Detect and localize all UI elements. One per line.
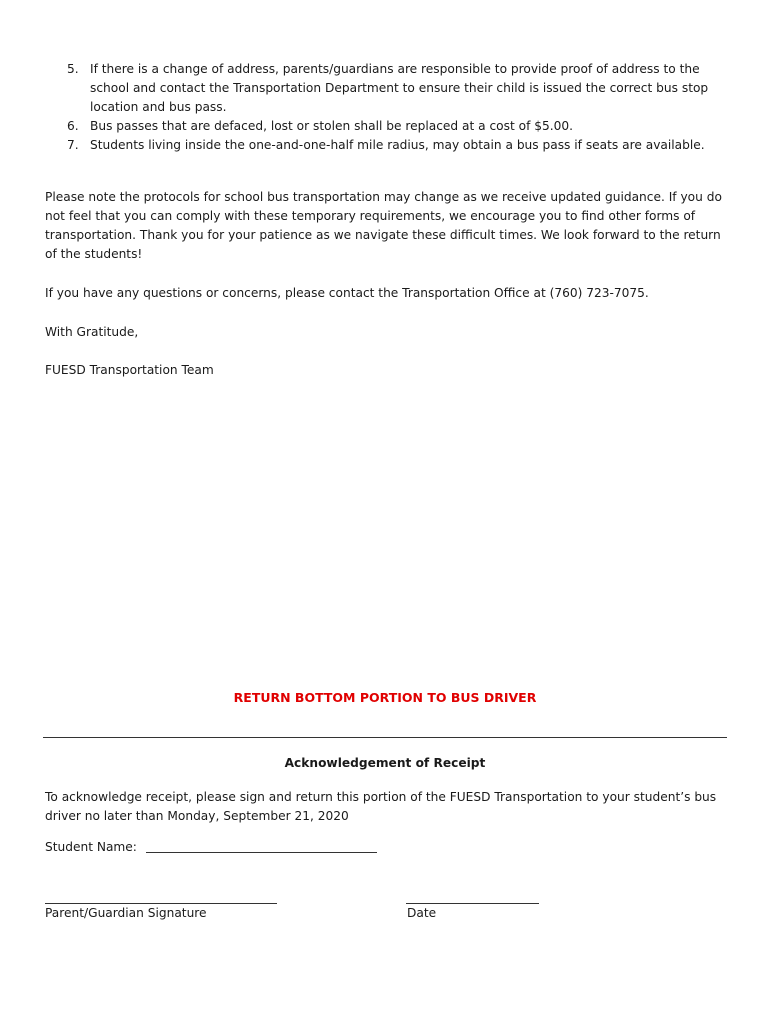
- signoff-text: FUESD Transportation Team: [45, 363, 214, 377]
- contact-paragraph: If you have any questions or concerns, please contact the Transportation Office at (760) 723-7075.: [45, 286, 649, 300]
- student-name-field[interactable]: [146, 852, 377, 853]
- return-notice-heading: RETURN BOTTOM PORTION TO BUS DRIVER: [233, 690, 537, 705]
- parent-signature-label: Parent/Guardian Signature: [45, 906, 207, 920]
- list-item-number: 7.: [67, 138, 79, 152]
- list-item-text: Students living inside the one-and-one-half mile radius, may obtain a bus pass if seats are available.: [90, 138, 705, 152]
- date-label: Date: [407, 906, 437, 920]
- protocol-note-paragraph: Please note the protocols for school bus transportation may change as we receive updated guidance. If you do not feel that you can comply with these temporary requirements, we encourage you to find other forms of transportation. Thank you for your patience as we navigate these difficult times. We look forward to the return of the students!: [45, 190, 722, 261]
- list-item-text: Bus passes that are defaced, lost or stolen shall be replaced at a cost of $5.00.: [90, 119, 574, 133]
- list-item-number: 6.: [67, 119, 79, 133]
- list-item: [45, 60, 725, 117]
- student-name-label: Student Name:: [45, 840, 137, 854]
- acknowledgement-instructions: To acknowledge receipt, please sign and return this portion of the FUESD Transportation to your student’s bus driver no later than Monday, September 21, 2020: [45, 790, 717, 823]
- tear-off-divider: [43, 737, 727, 738]
- acknowledgement-title: Acknowledgement of Receipt: [284, 756, 486, 770]
- closing-text: With Gratitude,: [45, 325, 139, 339]
- list-item-text: If there is a change of address, parents/guardians are responsible to provide proof of address to the school and contact the Transportation Department to ensure their child is issued the correct bus stop location and bus pass.: [90, 62, 709, 114]
- numbered-list: [45, 60, 725, 155]
- list-item: [45, 117, 725, 136]
- list-item: [45, 136, 725, 155]
- list-item-number: 5.: [67, 62, 79, 76]
